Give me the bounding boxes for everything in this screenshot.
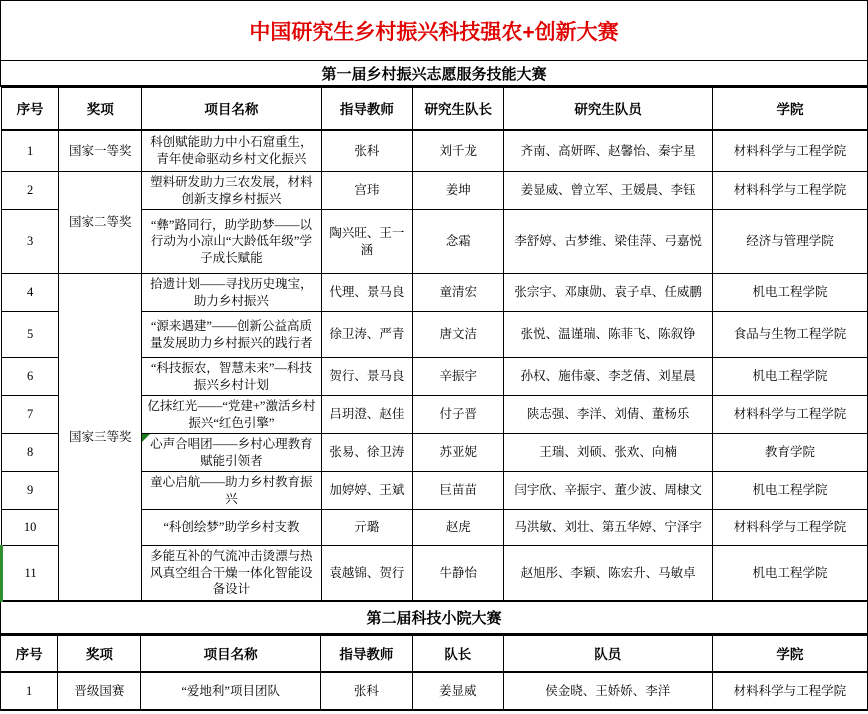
cell-advisor[interactable]: 加婷婷、王斌 [321, 472, 413, 510]
cell-no[interactable]: 10 [2, 510, 59, 546]
cell-members[interactable]: 齐南、高妍晖、赵馨怡、秦宇星 [504, 130, 713, 172]
cell-leader[interactable]: 辛振宇 [413, 358, 504, 396]
cell-leader[interactable]: 苏亚妮 [413, 434, 504, 472]
column-header[interactable]: 学院 [712, 88, 867, 130]
cell-members[interactable]: 马洪敏、刘壮、第五华婷、宁泽宇 [504, 510, 713, 546]
column-header[interactable]: 奖项 [59, 88, 142, 130]
table-row [2, 130, 868, 172]
cell-no[interactable]: 8 [2, 434, 59, 472]
cell-college[interactable]: 材料科学与工程学院 [712, 672, 867, 710]
cell-advisor[interactable]: 宫玮 [321, 172, 413, 210]
cell-advisor[interactable]: 贺行、景马良 [321, 358, 413, 396]
table-row [2, 172, 868, 210]
note-marker-icon [142, 434, 150, 442]
cell-award[interactable]: 国家三等奖 [59, 274, 142, 601]
cell-no[interactable]: 1 [1, 672, 58, 710]
page-title: 中国研究生乡村振兴科技强农+创新大赛 [0, 0, 868, 61]
cell-members[interactable]: 侯金晓、王娇娇、李洋 [503, 672, 712, 710]
column-header[interactable]: 队长 [412, 635, 503, 672]
cell-members[interactable]: 孙权、施伟豪、李芝倩、刘星晨 [504, 358, 713, 396]
column-header[interactable]: 指导教师 [321, 88, 413, 130]
column-header[interactable]: 指导教师 [320, 635, 412, 672]
section-2-title: 第二届科技小院大赛 [0, 602, 868, 635]
cell-project[interactable]: 科创赋能助力中小石窟重生，青年使命驱动乡村文化振兴 [142, 130, 321, 172]
cell-project[interactable]: “源来遇建”——创新公益高质量发展助力乡村振兴的践行者 [142, 312, 321, 358]
cell-award[interactable]: 国家二等奖 [59, 172, 142, 274]
cell-members[interactable]: 张悦、温谨瑞、陈菲飞、陈叙铮 [504, 312, 713, 358]
column-header[interactable]: 序号 [1, 635, 58, 672]
cell-award[interactable]: 晋级国赛 [58, 672, 141, 710]
column-header[interactable]: 队员 [503, 635, 712, 672]
cell-members[interactable]: 李舒婷、古梦维、梁佳萍、弓嘉悦 [504, 210, 713, 274]
cell-project[interactable]: 心声合唱团——乡村心理教育赋能引领者 [142, 434, 321, 472]
column-header-row [2, 88, 868, 130]
cell-advisor[interactable]: 袁越锦、贺行 [321, 546, 413, 601]
cell-leader[interactable]: 付子晋 [413, 396, 504, 434]
cell-members[interactable]: 王瑞、刘硕、张欢、向楠 [504, 434, 713, 472]
cell-leader[interactable]: 童清宏 [413, 274, 504, 312]
cell-no[interactable]: 3 [2, 210, 59, 274]
table-row [1, 672, 868, 710]
cell-no[interactable]: 7 [2, 396, 59, 434]
section-1-title: 第一届乡村振兴志愿服务技能大赛 [0, 61, 868, 87]
cell-no[interactable]: 5 [2, 312, 59, 358]
cell-college[interactable]: 机电工程学院 [712, 358, 867, 396]
awards-table-1 [0, 87, 868, 602]
cell-leader[interactable]: 牛静怡 [413, 546, 504, 601]
column-header[interactable]: 序号 [2, 88, 59, 130]
column-header[interactable]: 项目名称 [141, 635, 320, 672]
column-header-row [1, 635, 868, 672]
cell-advisor[interactable]: 徐卫涛、严青 [321, 312, 413, 358]
cell-college[interactable]: 食品与生物工程学院 [712, 312, 867, 358]
cell-project[interactable]: 多能互补的气流冲击烫漂与热风真空组合干燥一体化智能设备设计 [142, 546, 321, 601]
column-header[interactable]: 研究生队长 [413, 88, 504, 130]
column-header[interactable]: 项目名称 [142, 88, 321, 130]
cell-leader[interactable]: 赵虎 [413, 510, 504, 546]
cell-college[interactable]: 经济与管理学院 [712, 210, 867, 274]
cell-college[interactable]: 材料科学与工程学院 [712, 130, 867, 172]
cell-project[interactable]: “科技振农，智慧未来”—科技振兴乡村计划 [142, 358, 321, 396]
cell-members[interactable]: 张宗宇、邓康勋、袁子卓、任威鹏 [504, 274, 713, 312]
cell-no[interactable]: 11 [2, 546, 59, 601]
cell-no[interactable]: 4 [2, 274, 59, 312]
cell-leader[interactable]: 刘千龙 [413, 130, 504, 172]
cell-project[interactable]: 拾遗计划——寻找历史瑰宝，助力乡村振兴 [142, 274, 321, 312]
cell-advisor[interactable]: 张科 [321, 130, 413, 172]
cell-leader[interactable]: 姜坤 [413, 172, 504, 210]
cell-advisor[interactable]: 张易、徐卫涛 [321, 434, 413, 472]
column-header[interactable]: 研究生队员 [504, 88, 713, 130]
cell-members[interactable]: 姜显威、曾立军、王媛晨、李钰 [504, 172, 713, 210]
cell-college[interactable]: 材料科学与工程学院 [712, 396, 867, 434]
cell-no[interactable]: 1 [2, 130, 59, 172]
cell-advisor[interactable]: 陶兴旺、王一涵 [321, 210, 413, 274]
cell-members[interactable]: 闫宇欣、辛振宇、董少波、周棣文 [504, 472, 713, 510]
awards-table-2 [0, 635, 868, 712]
cell-no[interactable]: 2 [2, 172, 59, 210]
cell-project[interactable]: 亿抹红光——“党建+”激活乡村振兴“红色引擎” [142, 396, 321, 434]
cell-members[interactable]: 赵旭彤、李颖、陈宏升、马敏卓 [504, 546, 713, 601]
column-header[interactable]: 奖项 [58, 635, 141, 672]
competition-section-1 [0, 61, 868, 602]
cell-leader[interactable]: 姜显威 [412, 672, 503, 710]
cell-advisor[interactable]: 吕玥澄、赵佳 [321, 396, 413, 434]
cell-leader[interactable]: 巨苗苗 [413, 472, 504, 510]
cell-award[interactable]: 国家一等奖 [59, 130, 142, 172]
cell-college[interactable]: 机电工程学院 [712, 274, 867, 312]
cell-project[interactable]: “彝”路同行，助学助梦——以行动为小凉山“大龄低年级”学子成长赋能 [142, 210, 321, 274]
cell-college[interactable]: 教育学院 [712, 434, 867, 472]
cell-project[interactable]: 童心启航——助力乡村教育振兴 [142, 472, 321, 510]
competition-section-2 [0, 602, 868, 712]
cell-no[interactable]: 6 [2, 358, 59, 396]
cell-project[interactable]: “科创绘梦”助学乡村支教 [142, 510, 321, 546]
cell-college[interactable]: 材料科学与工程学院 [712, 172, 867, 210]
cell-members[interactable]: 陕志强、李洋、刘倩、董杨乐 [504, 396, 713, 434]
cell-no[interactable]: 9 [2, 472, 59, 510]
cell-leader[interactable]: 唐文洁 [413, 312, 504, 358]
cell-college[interactable]: 机电工程学院 [712, 546, 867, 601]
cell-leader[interactable]: 念霜 [413, 210, 504, 274]
cell-advisor[interactable]: 张科 [320, 672, 412, 710]
column-header[interactable]: 学院 [712, 635, 867, 672]
table-row [2, 274, 868, 312]
cell-project[interactable]: 塑料研发助力三农发展，材料创新支撑乡村振兴 [142, 172, 321, 210]
cell-project[interactable]: “爱地利”项目团队 [141, 672, 320, 710]
cell-college[interactable]: 机电工程学院 [712, 472, 867, 510]
cell-advisor[interactable]: 代理、景马良 [321, 274, 413, 312]
cell-college[interactable]: 材料科学与工程学院 [712, 510, 867, 546]
cell-advisor[interactable]: 亓璐 [321, 510, 413, 546]
